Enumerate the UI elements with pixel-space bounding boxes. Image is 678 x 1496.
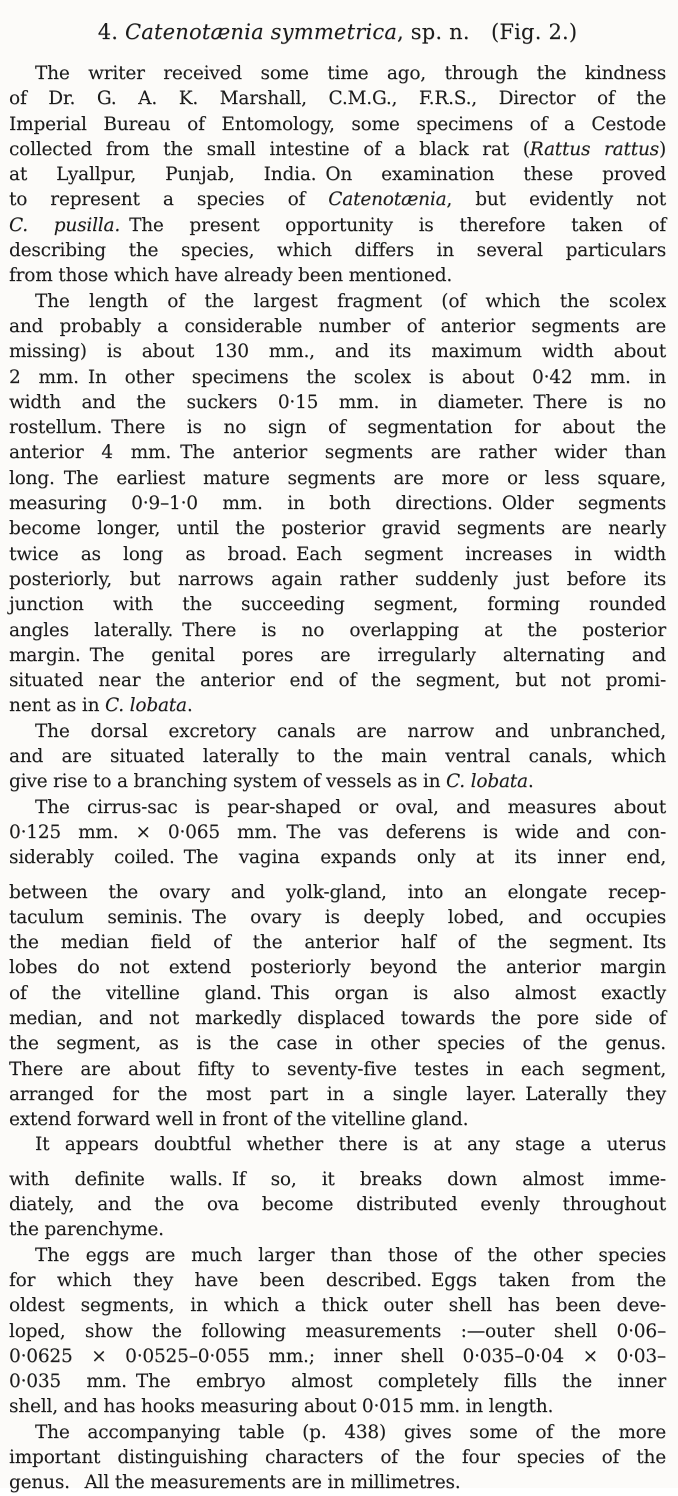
text-line: become longer, until the posterior gravid segments are nearly xyxy=(9,518,666,540)
text-line: oldest segments, in which a thick outer shell has been deve- xyxy=(9,1295,666,1317)
text-line: 0·035 mm. The embryo almost completely fills the inner xyxy=(9,1371,666,1393)
text-line: to represent a species of Catenotænia, but evidently not xyxy=(9,189,666,211)
text-line: situated near the anterior end of the segment, but not promi- xyxy=(9,670,666,692)
text-line: genus. All the measurements are in millimetres. xyxy=(9,1472,461,1494)
text-line: of the vitelline gland. This organ is also almost exactly xyxy=(9,982,666,1004)
text-line: width and the suckers 0·15 mm. in diameter. There is no xyxy=(9,391,666,413)
text-line: with definite walls. If so, it breaks down almost imme- xyxy=(9,1168,666,1190)
paragraph xyxy=(9,289,666,719)
text-line: at Lyallpur, Punjab, India. On examination these proved xyxy=(9,164,666,186)
text-line: The length of the largest fragment (of which the scolex xyxy=(35,290,666,312)
text-line: twice as long as broad. Each segment increases in width xyxy=(9,543,666,565)
text-line: and are situated laterally to the main ventral canals, which xyxy=(9,746,666,768)
text-line: junction with the succeeding segment, forming rounded xyxy=(9,594,666,616)
paragraph xyxy=(9,61,666,289)
text-line: of Dr. G. A. K. Marshall, C.M.G., F.R.S., Director of the xyxy=(9,88,666,110)
text-line: lobes do not extend posteriorly beyond the anterior margin xyxy=(9,957,666,979)
paragraph xyxy=(9,719,666,795)
text-line: taculum seminis. The ovary is deeply lobed, and occupies xyxy=(9,906,666,928)
text-line: C. pusilla. The present opportunity is therefore taken of xyxy=(9,214,666,236)
text-line: long. The earliest mature segments are more or less square, xyxy=(9,467,666,489)
text-line: arranged for the most part in a single layer. Laterally they xyxy=(9,1083,666,1105)
text-line: loped, show the following measurements :—outer shell 0·06– xyxy=(9,1320,666,1342)
text-line: anterior 4 mm. The anterior segments are rather wider than xyxy=(9,442,666,464)
text-line: It appears doubtful whether there is at any stage a uterus xyxy=(35,1134,666,1156)
text-line: There are about fifty to seventy-five testes in each segment, xyxy=(9,1058,666,1080)
text-line: shell, and has hooks measuring about 0·015 mm. in length. xyxy=(9,1396,554,1418)
text-line: collected from the small intestine of a black rat (Rattus rattus) xyxy=(9,138,667,160)
text-line: give rise to a branching system of vessels as in C. lobata. xyxy=(9,771,534,793)
text-line: measuring 0·9–1·0 mm. in both directions. Older segments xyxy=(9,493,666,515)
text-line: nent as in C. lobata. xyxy=(9,695,193,717)
text-line: 2 mm. In other specimens the scolex is about 0·42 mm. in xyxy=(9,366,666,388)
page-body xyxy=(9,61,666,1496)
text-line: Imperial Bureau of Entomology, some specimens of a Cestode xyxy=(9,113,666,135)
text-line: The accompanying table (p. 438) gives some of the more xyxy=(35,1421,666,1443)
text-line: siderably coiled. The vagina expands only at its inner end, xyxy=(9,847,666,869)
text-line: 0·0625 × 0·0525–0·055 mm.; inner shell 0·035–0·04 × 0·03– xyxy=(9,1345,666,1367)
text-line: rostellum. There is no sign of segmentation for about the xyxy=(9,417,666,439)
text-line: for which they have been described. Eggs taken from the xyxy=(9,1269,666,1291)
text-line: and probably a considerable number of anterior segments are xyxy=(9,315,666,337)
text-line: The dorsal excretory canals are narrow and unbranched, xyxy=(35,720,666,742)
text-line: missing) is about 130 mm., and its maximum width about xyxy=(9,341,666,363)
text-line: margin. The genital pores are irregularly alternating and xyxy=(9,644,666,666)
text-line: the median field of the anterior half of the segment. Its xyxy=(9,932,666,954)
text-line: from those which have already been mentioned. xyxy=(9,265,453,287)
paragraph xyxy=(9,1243,666,1420)
text-line: The writer received some time ago, through the kindness xyxy=(35,63,666,84)
text-line: angles laterally. There is no overlapping at the posterior xyxy=(9,619,666,641)
text-line: 0·125 mm. × 0·065 mm. The vas deferens is wide and con- xyxy=(9,821,666,843)
text-line: the parenchyme. xyxy=(9,1219,164,1241)
text-line: the segment, as is the case in other species of the genus. xyxy=(9,1033,666,1055)
text-line: The cirrus-sac is pear-shaped or oval, and measures about xyxy=(35,796,666,818)
paragraph xyxy=(9,1420,666,1496)
text-line: median, and not markedly displaced towards the pore side of xyxy=(9,1007,666,1029)
text-line: The eggs are much larger than those of the other species xyxy=(35,1244,666,1266)
text-line: posteriorly, but narrows again rather suddenly just before its xyxy=(9,568,666,590)
paragraph xyxy=(9,1132,666,1242)
text-line: describing the species, which differs in several particulars xyxy=(9,240,666,262)
text-line: between the ovary and yolk-gland, into an elongate recep- xyxy=(9,881,666,903)
text-line: diately, and the ova become distributed evenly throughout xyxy=(9,1194,666,1216)
species-heading: 4. Catenotænia symmetrica, sp. n. (Fig. 2.) xyxy=(97,20,578,44)
text-line: extend forward well in front of the vitelline gland. xyxy=(9,1109,469,1131)
paragraph xyxy=(9,795,666,1133)
text-line: important distinguishing characters of the four species of the xyxy=(9,1447,666,1469)
